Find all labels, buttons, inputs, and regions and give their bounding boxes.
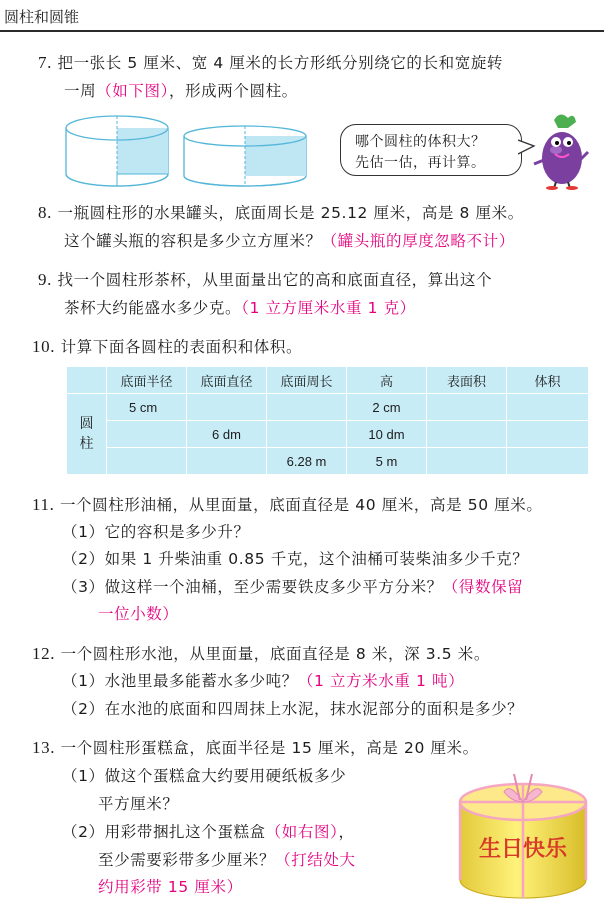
problem-7-number: 7.	[38, 53, 52, 72]
chapter-title: 圆柱和圆锥	[4, 8, 80, 26]
cylinder-2-rect	[245, 136, 306, 176]
table-cell: 6 dm	[187, 421, 267, 448]
row-header-char-1: 圆	[79, 416, 94, 432]
problem-7-line-1	[38, 52, 503, 74]
problem-11-q3-text: （3）做这样一个油桶，至少需要铁皮多少平方分米？	[62, 578, 443, 596]
problem-8-number: 8.	[38, 203, 52, 222]
problem-12-number: 12.	[32, 644, 56, 663]
problem-11-q3-note-2: 一位小数）	[98, 605, 179, 623]
problem-13-q2-note-2: （打结处大	[275, 851, 356, 869]
table-cell: 10 dm	[347, 421, 427, 448]
problem-13-number: 13.	[32, 738, 56, 757]
problem-12-q1-note: （1 立方米水重 1 吨）	[297, 672, 465, 690]
problem-10-text: 计算下面各圆柱的表面积和体积。	[60, 338, 303, 356]
table-header-row	[67, 367, 589, 394]
table-cell: 2 cm	[347, 394, 427, 421]
problem-9-line-2	[64, 297, 416, 319]
cylinder-2-figure	[180, 124, 310, 190]
problem-8-note: （罐头瓶的厚度忽略不计）	[321, 232, 515, 250]
cake-box-figure	[452, 768, 594, 904]
bubble-line-1: 哪个圆柱的体积大？	[355, 134, 486, 150]
problem-11-text: 一个圆柱形油桶，从里面量，底面直径是 40 厘米，高是 50 厘米。	[59, 496, 543, 514]
table-cell	[507, 421, 589, 448]
table-cell	[427, 394, 507, 421]
table-cell	[507, 448, 589, 475]
row-header-char-2: 柱	[79, 436, 94, 452]
problem-12-text: 一个圆柱形水池，从里面量，底面直径是 8 米，深 3.5 米。	[60, 645, 490, 663]
problem-7-line-2	[64, 80, 298, 102]
problem-12-q1-text: （1）水池里最多能蓄水多少吨？	[62, 672, 298, 690]
problem-11-number: 11.	[32, 495, 55, 514]
table-row	[67, 448, 589, 475]
problem-8-line-1	[38, 202, 524, 224]
problem-13-q2-text: （2）用彩带捆扎这个蛋糕盒	[62, 823, 266, 841]
col-header: 表面积	[427, 367, 507, 394]
col-header: 底面直径	[187, 367, 267, 394]
bubble-line-2: 先估一估，再计算。	[355, 155, 486, 171]
problem-13-q2-line-2	[98, 849, 356, 871]
problem-11-q3	[62, 576, 523, 598]
problem-13-line-1	[32, 737, 479, 759]
problem-8-text: 一瓶圆柱形的水果罐头，底面周长是 25.12 厘米，高是 8 厘米。	[57, 204, 524, 222]
table-cell	[427, 421, 507, 448]
speech-bubble	[340, 124, 522, 176]
problem-11-q2: （2）如果 1 升柴油重 0.85 千克，这个油桶可装柴油多少千克？	[62, 550, 529, 568]
problem-7-text-3: ，形成两个圆柱。	[168, 82, 298, 100]
table-cell	[427, 448, 507, 475]
problem-9-line-1	[38, 269, 492, 291]
cylinder-table-grid	[66, 366, 589, 475]
problem-12-q1	[62, 670, 464, 692]
problem-8-text-2: 这个罐头瓶的容积是多少立方厘米？	[64, 232, 322, 250]
col-header: 底面半径	[107, 367, 187, 394]
table-cell	[267, 394, 347, 421]
eggplant-character-icon	[528, 108, 592, 190]
cylinder-table	[66, 366, 588, 474]
problem-7-text-2: 一周	[64, 82, 97, 100]
col-header: 体积	[507, 367, 589, 394]
problem-11-line-1	[32, 494, 543, 516]
problem-9-note: （1 立方厘米水重 1 克）	[241, 299, 416, 317]
table-cell	[187, 394, 267, 421]
problem-10-line-1	[32, 336, 302, 358]
problem-9-text-2: 茶杯大约能盛水多少克。	[64, 299, 242, 317]
table-cell: 5 cm	[107, 394, 187, 421]
problem-12-q2: （2）在水池的底面和四周抹上水泥，抹水泥部分的面积是多少？	[62, 700, 524, 718]
problem-9-number: 9.	[38, 270, 52, 289]
problem-13-q2	[62, 821, 355, 843]
table-row	[67, 421, 589, 448]
problem-13-q1: （1）做这个蛋糕盒大约要用硬纸板多少	[62, 767, 347, 785]
problem-7-text: 把一张长 5 厘米、宽 4 厘米的长方形纸分别绕它的长和宽旋转	[57, 54, 504, 72]
header-rule	[0, 30, 604, 32]
row-header	[67, 394, 107, 475]
table-cell	[187, 448, 267, 475]
problem-9-text: 找一个圆柱形茶杯，从里面量出它的高和底面直径，算出这个	[57, 271, 493, 289]
problem-13-q2-note: （如右图）	[265, 823, 339, 841]
col-header: 底面周长	[267, 367, 347, 394]
table-corner	[67, 367, 107, 394]
problem-7-note: （如下图）	[96, 82, 169, 100]
problem-10-number: 10.	[32, 337, 56, 356]
cylinder-1-figure	[62, 112, 172, 190]
problem-13-q2-comma: ，	[338, 823, 355, 841]
table-cell	[107, 421, 187, 448]
page-header	[0, 0, 604, 34]
problem-11-q3-note: （得数保留	[442, 578, 524, 596]
table-cell	[507, 394, 589, 421]
col-header: 高	[347, 367, 427, 394]
problem-11-q1: （1）它的容积是多少升？	[62, 523, 250, 541]
problem-8-line-2	[64, 230, 515, 252]
table-row	[67, 394, 589, 421]
table-cell	[267, 421, 347, 448]
problem-13-q2-text-2: 至少需要彩带多少厘米？	[98, 851, 276, 869]
problem-12-line-1	[32, 643, 490, 665]
table-cell: 6.28 m	[267, 448, 347, 475]
cake-label: 生日快乐	[478, 837, 568, 862]
problem-13-q1-cont: 平方厘米？	[98, 795, 179, 813]
problem-13-q2-note-3: 约用彩带 15 厘米）	[98, 878, 243, 896]
table-cell	[107, 448, 187, 475]
problem-13-text: 一个圆柱形蛋糕盒，底面半径是 15 厘米，高是 20 厘米。	[60, 739, 479, 757]
table-cell: 5 m	[347, 448, 427, 475]
